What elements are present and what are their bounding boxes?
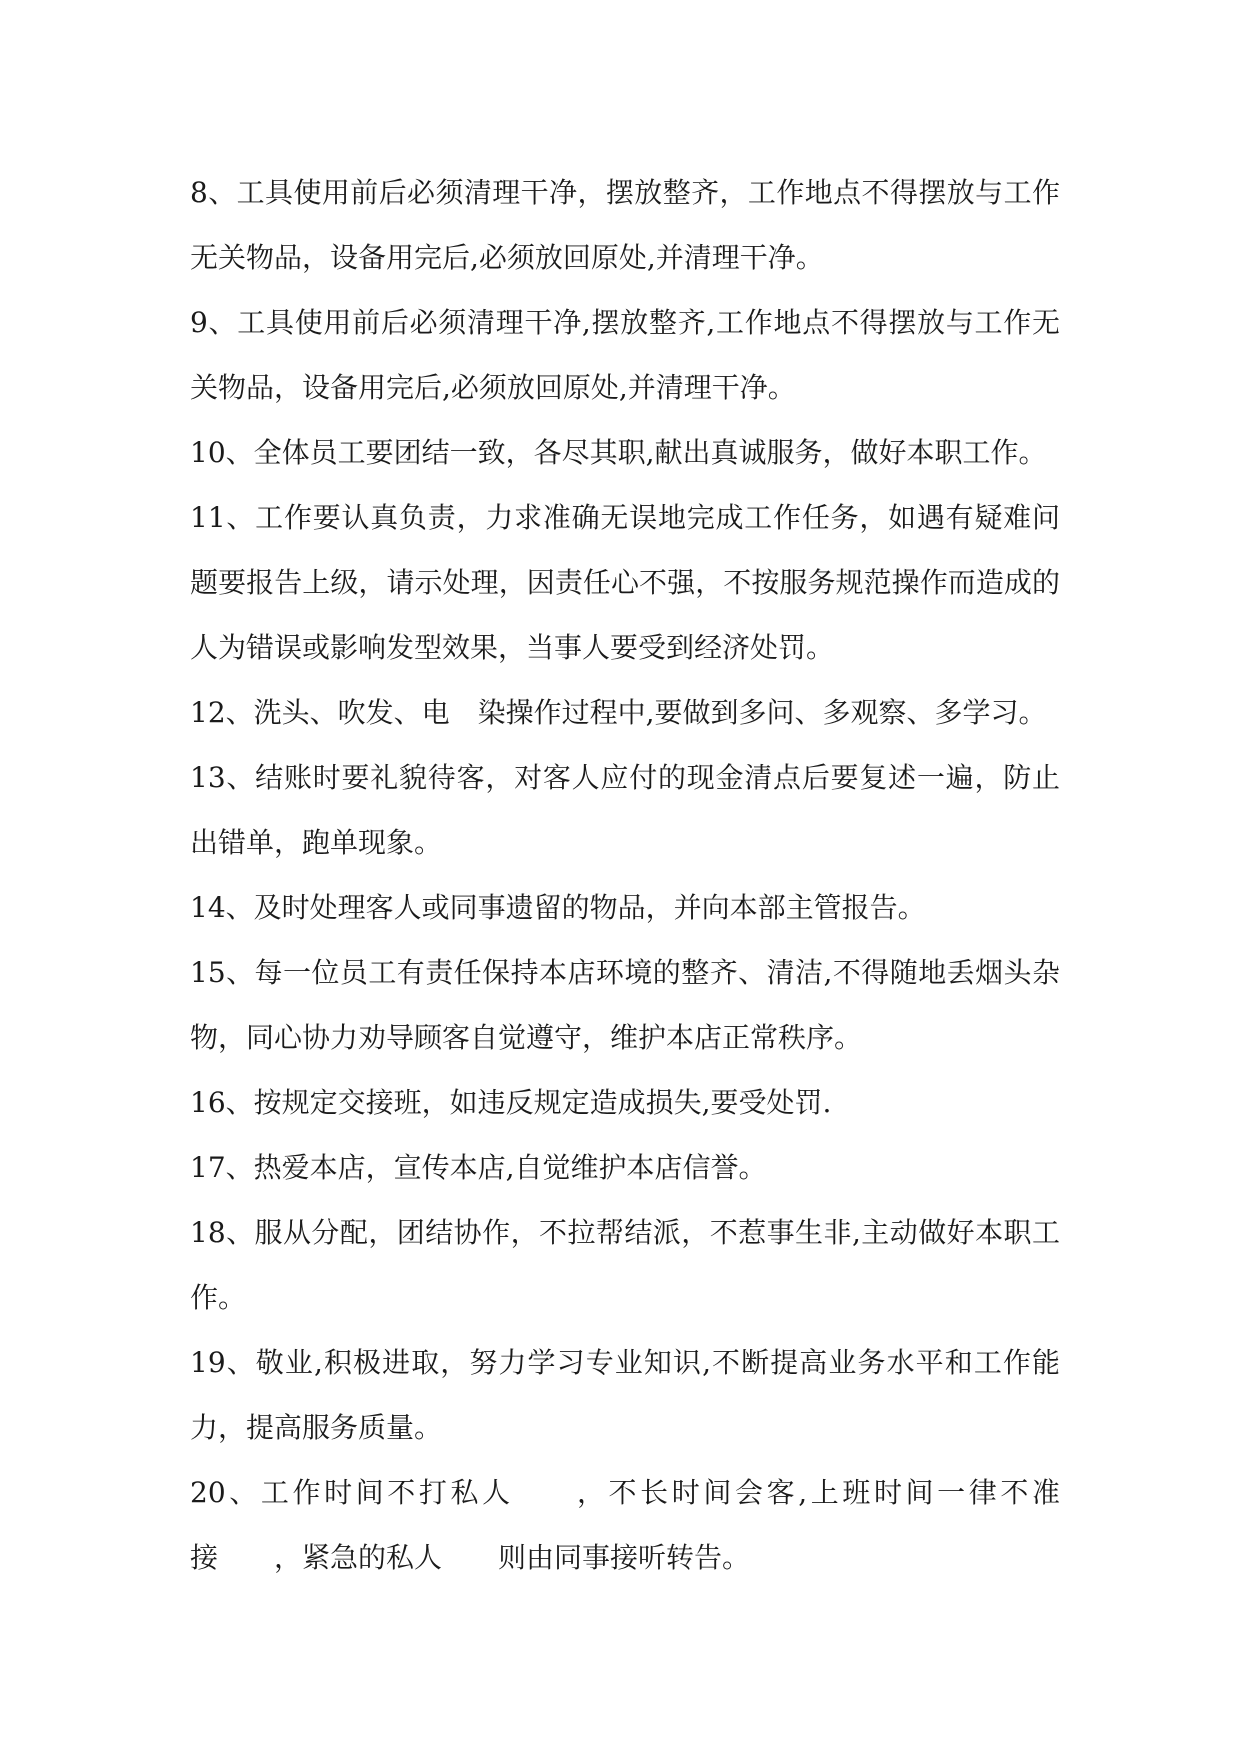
paragraph-item-9: 9、工具使用前后必须清理干净,摆放整齐,工作地点不得摆放与工作无关物品，设备用完后,必须放回原处,并清理干净。 xyxy=(190,306,1060,404)
paragraph-item-8: 8、工具使用前后必须清理干净，摆放整齐，工作地点不得摆放与工作无关物品，设备用完后,必须放回原处,并清理干净。 xyxy=(190,176,1060,274)
paragraph-item-13: 13、结账时要礼貌待客，对客人应付的现金清点后要复述一遍，防止出错单，跑单现象。 xyxy=(190,761,1060,859)
paragraph-item-18: 18、服从分配，团结协作，不拉帮结派，不惹事生非,主动做好本职工作。 xyxy=(190,1216,1060,1314)
paragraph-item-16: 16、按规定交接班，如违反规定造成损失,要受处罚. xyxy=(190,1086,832,1119)
paragraph-item-15: 15、每一位员工有责任保持本店环境的整齐、清洁,不得随地丢烟头杂物，同心协力劝导顾客自觉遵守，维护本店正常秩序。 xyxy=(190,956,1060,1054)
paragraph-item-14: 14、及时处理客人或同事遗留的物品，并向本部主管报告。 xyxy=(190,891,926,924)
paragraph-item-11: 11、工作要认真负责，力求准确无误地完成工作任务，如遇有疑难问题要报告上级，请示处理，因责任心不强，不按服务规范操作而造成的人为错误或影响发型效果，当事人要受到经济处罚。 xyxy=(190,501,1060,664)
paragraph-item-19: 19、敬业,积极进取，努力学习专业知识,不断提高业务水平和工作能力，提高服务质量。 xyxy=(190,1346,1060,1444)
paragraph-item-10: 10、全体员工要团结一致，各尽其职,献出真诚服务，做好本职工作。 xyxy=(190,436,1047,469)
document-body xyxy=(190,160,1060,1590)
paragraph-item-20: 20、工作时间不打私人 ，不长时间会客,上班时间一律不准接 ，紧急的私人 则由同事接听转告。 xyxy=(190,1476,1060,1574)
paragraph-item-12: 12、洗头、吹发、电 染操作过程中,要做到多问、多观察、多学习。 xyxy=(190,696,1047,729)
paragraph-item-17: 17、热爱本店，宣传本店,自觉维护本店信誉。 xyxy=(190,1151,767,1184)
